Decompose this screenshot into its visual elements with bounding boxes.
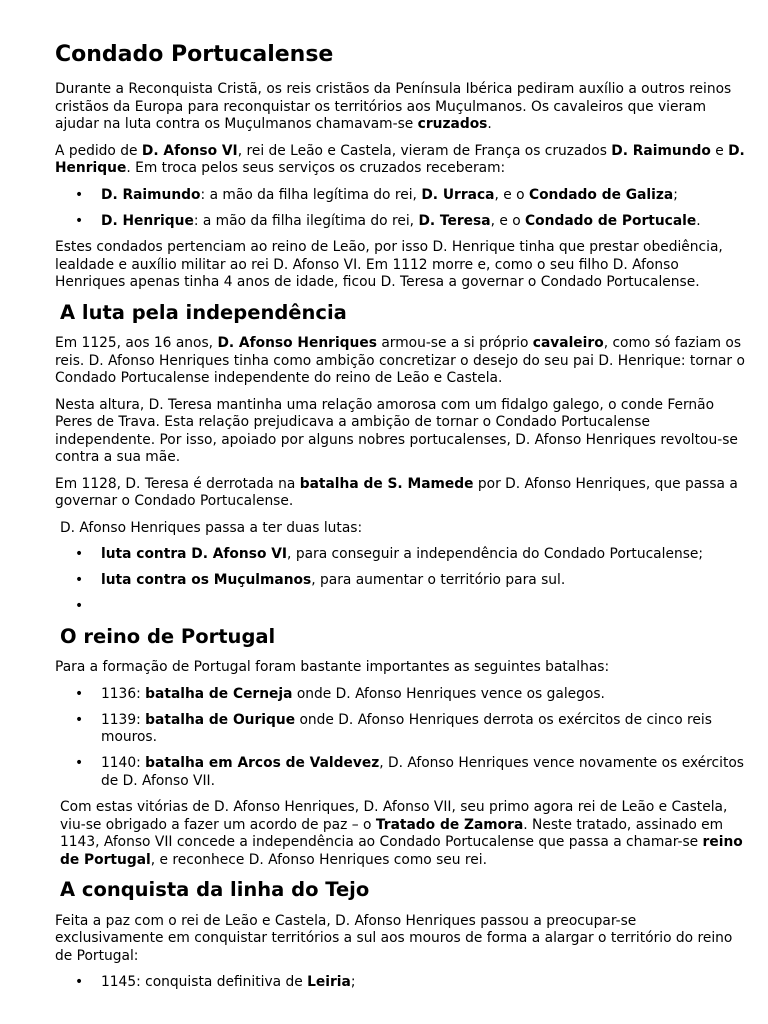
text-run: 1140: [101, 755, 146, 772]
text-run: . [487, 116, 492, 133]
text-run: ; [673, 186, 678, 203]
text-run: 1136: [101, 685, 146, 702]
list-item [55, 598, 745, 616]
text-run: Com estas vitórias de D. Afonso Henriques, D. Afonso VII, seu primo agora rei de Leão e Castela, viu-se obrigado a fazer um acordo de paz – o [60, 799, 728, 833]
text-run: , e o [490, 212, 526, 229]
list-item [55, 213, 745, 231]
bullet-list [55, 686, 745, 791]
text-run: onde D. Afonso Henriques vence os galegos. [292, 685, 605, 702]
paragraph [55, 913, 745, 966]
text-run: , como só faziam os reis. D. Afonso Henriques tinha como ambição concretizar o desejo do seu pai D. Henrique: tornar o Condado Portucalense independente do reino de Leão e Castela. [55, 335, 745, 387]
list-item-text [101, 686, 605, 702]
list-item [55, 712, 745, 747]
bold-text: batalha em Arcos de Valdevez [145, 755, 380, 772]
paragraph [55, 81, 745, 134]
list-item-text [101, 712, 712, 746]
paragraph [55, 659, 745, 677]
bullet-icon: • [75, 572, 84, 589]
text-run: Durante a Reconquista Cristã, os reis cristãos da Península Ibérica pediram auxílio a outros reinos cristãos da Europa para reconquistar os territórios aos Muçulmanos. Os cavaleiros que vieram ajudar na luta contra os Muçulmanos chamavam-se [55, 81, 732, 133]
section-heading: A luta pela independência [60, 300, 347, 324]
text-run: Feita a paz com o rei de Leão e Castela, D. Afonso Henriques passou a preocupar-se exclusivamente em conquistar territórios a sul aos mouros de forma a alargar o território do reino de Portugal: [55, 912, 733, 964]
text-run: Em 1125, aos 16 anos, [55, 335, 218, 352]
bold-text: cavaleiro [532, 335, 604, 352]
list-item [55, 755, 745, 790]
list-item-text [101, 187, 678, 203]
bold-text: Condado de Galiza [528, 186, 674, 203]
paragraph [55, 335, 745, 388]
text-run: , para aumentar o território para sul. [311, 572, 566, 589]
bullet-icon: • [75, 711, 84, 728]
bold-text: Condado de Portucale [525, 212, 697, 229]
list-item-text [101, 213, 701, 229]
text-run: Nesta altura, D. Teresa mantinha uma relação amorosa com um fidalgo galego, o conde Fernão Peres de Trava. Esta relação prejudicava a ambição de tornar o Condado Portucalense independente. Por isso, apoiado por alguns nobres portucalenses, D. Afonso Henriques revoltou-se contra a sua mãe. [55, 396, 738, 466]
bold-text: D. Raimundo [101, 186, 201, 203]
bullet-icon: • [75, 685, 84, 702]
section-heading: O reino de Portugal [60, 624, 276, 648]
bold-text: D. Teresa [418, 212, 491, 229]
bold-text: cruzados [417, 116, 488, 133]
list-item-text [101, 974, 355, 990]
bullet-icon: • [75, 546, 84, 563]
text-run: . [696, 212, 701, 229]
bold-text: D. Henrique [101, 212, 194, 229]
paragraph [55, 239, 745, 292]
bullet-icon: • [75, 186, 84, 203]
paragraph [55, 520, 745, 538]
text-run: , rei de Leão e Castela, vieram de França os cruzados [237, 142, 612, 159]
text-run: armou-se a si próprio [376, 335, 533, 352]
text-run: : a mão da filha legítima do rei, [200, 186, 422, 203]
bold-text: batalha de Ourique [145, 711, 296, 728]
text-run: D. Afonso Henriques passa a ter duas lutas: [60, 519, 363, 536]
text-run: , para conseguir a independência do Condado Portucalense; [287, 546, 704, 563]
text-run: , e reconhece D. Afonso Henriques como seu rei. [150, 851, 487, 868]
bold-text: D. Henrique [55, 142, 745, 177]
text-run: . Neste tratado, assinado em 1143, Afonso VII concede a independência ao Condado Portucalense que passa a chamar-se [60, 816, 724, 851]
list-item-text [101, 755, 744, 789]
list-item-text [101, 546, 703, 562]
text-run: onde D. Afonso Henriques derrota os exércitos de cinco reis mouros. [101, 711, 712, 746]
bold-text: luta contra os Muçulmanos [101, 572, 312, 589]
text-run: , e o [494, 186, 529, 203]
text-run: ; [350, 974, 356, 991]
bold-text: Tratado de Zamora [375, 816, 524, 833]
text-run: Estes condados pertenciam ao reino de Leão, por isso D. Henrique tinha que prestar obediência, lealdade e auxílio militar ao rei D. Afonso VI. Em 1112 morre e, como o seu filho D. Afonso Henriques apenas tinha 4 anos de idade, ficou D. Teresa a governar o Condado Portucalense. [55, 239, 723, 291]
document-page [55, 38, 745, 1001]
text-run: por D. Afonso Henriques, que passa a governar o Condado Portucalense. [55, 475, 738, 510]
list-item [55, 546, 745, 564]
bullet-icon: • [75, 212, 84, 229]
list-item [55, 686, 745, 704]
paragraph [55, 476, 745, 511]
text-run: e [710, 142, 729, 159]
text-run: Para a formação de Portugal foram bastante importantes as seguintes batalhas: [55, 659, 610, 676]
bold-text: batalha de S. Mamede [299, 475, 474, 492]
text-run: 1145: conquista definitiva de [101, 974, 308, 991]
bullet-list [55, 187, 745, 231]
bullet-icon: • [75, 974, 84, 991]
paragraph [55, 397, 745, 467]
text-run: Em 1128, D. Teresa é derrotada na [55, 475, 300, 492]
list-item-text [101, 572, 565, 588]
bold-text: D. Afonso Henriques [217, 335, 377, 352]
bold-text: Leiria [307, 974, 351, 991]
document-title: Condado Portucalense [55, 42, 334, 67]
text-run: , D. Afonso Henriques vence novamente os exércitos de D. Afonso VII. [101, 755, 745, 789]
list-item [55, 187, 745, 205]
bullet-icon: • [75, 598, 84, 615]
text-run: . Em troca pelos seus serviços os cruzados receberam: [126, 160, 506, 177]
paragraph [55, 143, 745, 178]
bold-text: reino de Portugal [60, 834, 743, 868]
section-heading: A conquista da linha do Tejo [60, 878, 370, 902]
bullet-icon: • [75, 755, 84, 772]
bold-text: D. Raimundo [611, 142, 711, 159]
paragraph [55, 799, 745, 869]
bold-text: batalha de Cerneja [145, 685, 293, 702]
list-item [55, 974, 745, 992]
list-item [55, 572, 745, 590]
bold-text: D. Urraca [421, 186, 495, 203]
text-run: 1139: [101, 711, 146, 728]
text-run: A pedido de [55, 142, 142, 159]
text-run: : a mão da filha ilegítima do rei, [193, 212, 419, 229]
bold-text: D. Afonso VI [141, 142, 238, 159]
bold-text: luta contra D. Afonso VI [101, 546, 288, 563]
bullet-list [55, 546, 745, 616]
bullet-list [55, 974, 745, 992]
